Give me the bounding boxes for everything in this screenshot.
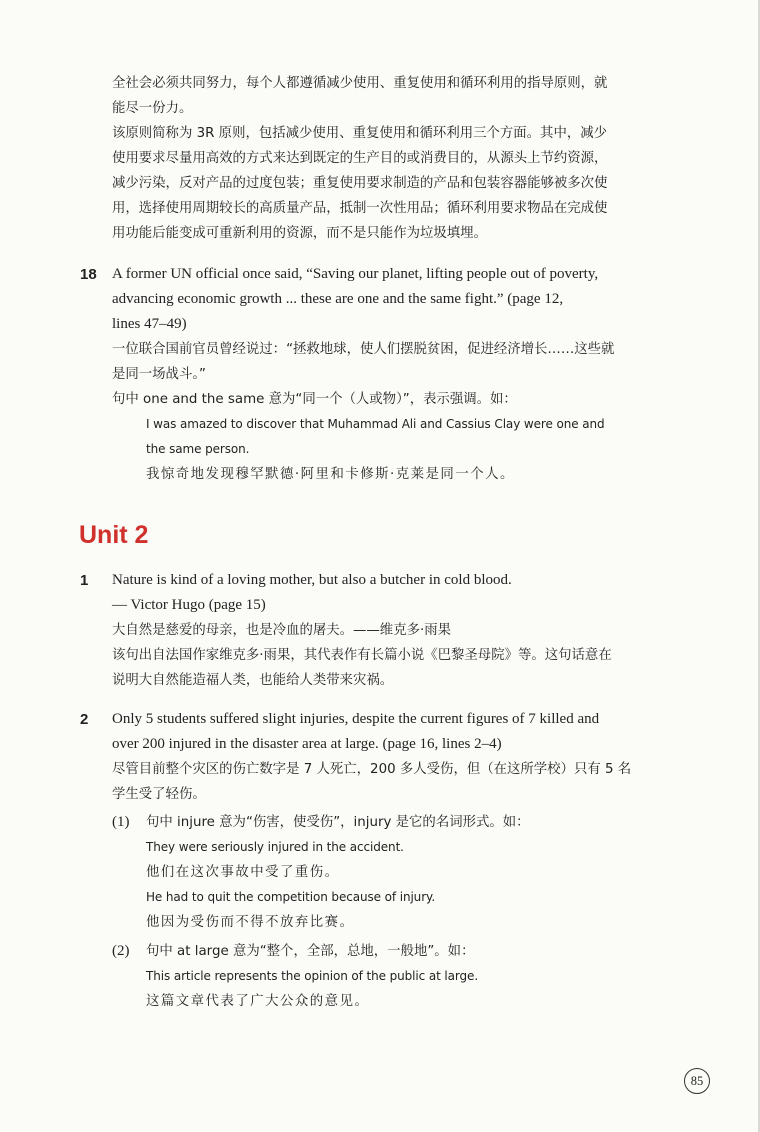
translation-line: 尽管目前整个灾区的伤亡数字是 7 人死亡，200 多人受伤，但（在这所学校）只有 5 名 [112,762,632,777]
subpoint-2 [146,939,478,1014]
translation-line: 一位联合国前官员曾经说过：“拯救地球，使人们摆脱贫困，促进经济增长……这些就 [112,342,615,357]
example-en: They were seriously injured in the accident. [146,840,404,854]
intro-line: 减少污染，反对产品的过度包装；重复使用要求制造的产品和包装容器能够被多次使 [112,176,608,191]
example-en: This article represents the opinion of the public at large. [146,969,479,983]
quote-attribution: — Victor Hugo (page 15) [112,597,266,613]
quote-line: Only 5 students suffered slight injuries, despite the current figures of 7 killed and [112,711,600,727]
subpoint-1 [146,810,530,935]
example-zh: 这篇文章代表了广大公众的意见。 [146,994,370,1009]
intro-line: 该原则简称为 3R 原则，包括减少使用、重复使用和循环利用三个方面。其中，减少 [112,126,608,141]
explanation-line: 该句出自法国作家维克多·雨果，其代表作有长篇小说《巴黎圣母院》等。这句话意在 [112,648,612,663]
subpoint-label: (2) [112,943,130,959]
explanation-note: 句中 at large 意为“整个，全部，总地，一般地”。如： [146,944,475,959]
example-en: I was amazed to discover that Muhammad Ali and Cassius Clay were one and [146,417,605,431]
item-number: 2 [80,711,89,728]
example-zh: 他因为受伤而不得不放弃比赛。 [146,915,355,930]
quote-line: over 200 injured in the disaster area at large. (page 16, lines 2–4) [112,736,502,752]
explanation-line: 说明大自然能造福人类，也能给人类带来灾祸。 [112,673,394,688]
example-zh: 他们在这次事故中受了重伤。 [146,865,340,880]
intro-line: 能尽一份力。 [112,101,193,116]
quote-line: lines 47–49) [112,316,187,332]
item-2 [112,707,631,807]
intro-line: 使用要求尽量用高效的方式来达到既定的生产目的或消费目的，从源头上节约资源， [112,151,608,166]
example-en: the same person. [146,442,250,456]
item-1 [112,568,612,693]
intro-line: 用，选择使用周期较长的高质量产品，抵制一次性用品；循环利用要求物品在完成使 [112,201,608,216]
quote-line: Nature is kind of a loving mother, but also a butcher in cold blood. [112,572,512,588]
item-number: 18 [80,266,97,283]
translation-line: 学生受了轻伤。 [112,787,206,802]
translation-line: 大自然是慈爱的母亲，也是冷血的屠夫。——维克多·雨果 [112,623,452,638]
item-number: 1 [80,572,89,589]
intro-line: 用功能后能变成可重新利用的资源，而不是只能作为垃圾填埋。 [112,226,487,241]
explanation-note: 句中 one and the same 意为“同一个（人或物）”，表示强调。如： [112,392,517,407]
explanation-note: 句中 injure 意为“伤害，使受伤”，injury 是它的名词形式。如： [146,815,530,830]
subpoint-label: (1) [112,814,130,830]
page-number: 85 [684,1068,710,1094]
intro-line: 全社会必须共同努力，每个人都遵循减少使用、重复使用和循环利用的指导原则，就 [112,76,608,91]
item-18 [112,262,614,487]
quote-line: A former UN official once said, “Saving our planet, lifting people out of poverty, [112,266,599,282]
translation-line: 是同一场战斗。” [112,367,206,382]
quote-line: advancing economic growth ... these are one and the same fight.” (page 12, [112,291,564,307]
unit-title: Unit 2 [79,521,149,549]
example-block [112,412,614,487]
intro-paragraph [112,71,607,246]
example-en: He had to quit the competition because of injury. [146,890,436,904]
example-zh: 我惊奇地发现穆罕默德·阿里和卡修斯·克莱是同一个人。 [146,467,515,482]
